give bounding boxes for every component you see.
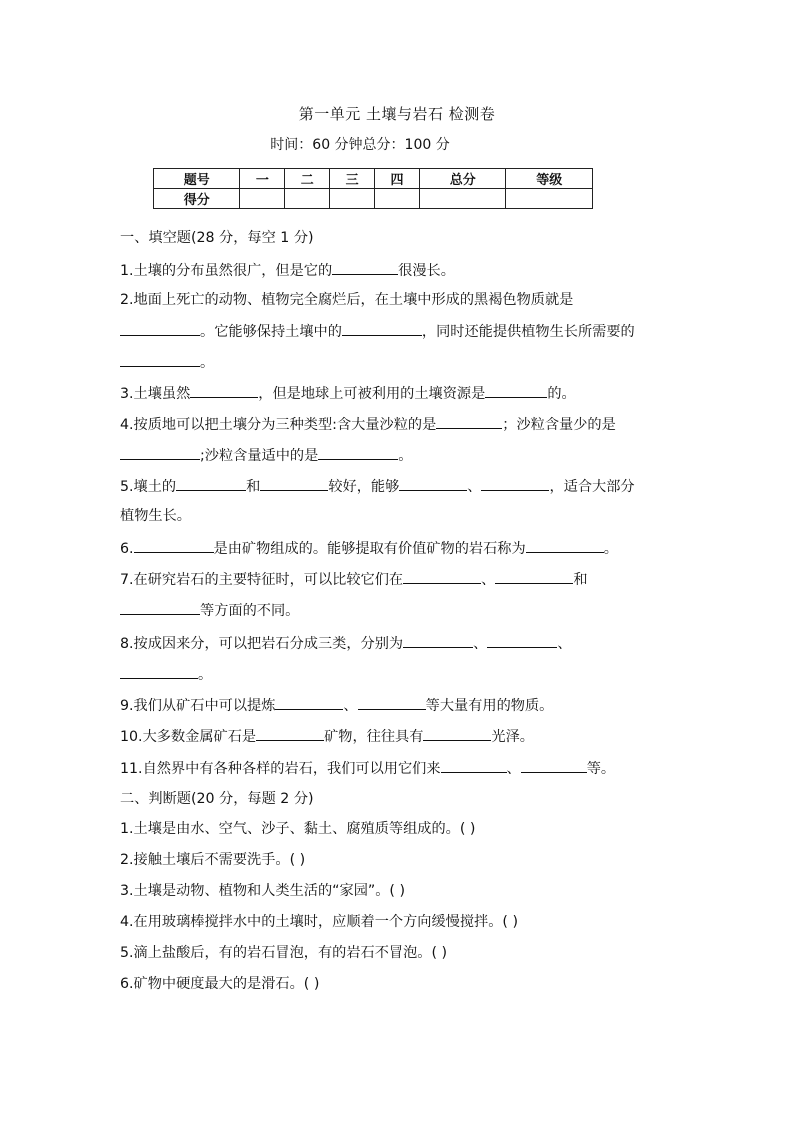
answer-blank[interactable] [399,475,467,491]
question-9 [120,694,553,716]
question-text: 9.我们从矿石中可以提炼 [120,698,276,714]
question-text: 光泽。 [491,729,534,745]
table-cell: 二 [285,169,330,189]
question-2-cont [120,320,635,342]
answer-blank[interactable] [332,259,398,275]
score-cell[interactable] [240,189,285,209]
question-text: ；沙粒含量少的是 [502,417,616,433]
question-2-cont [120,351,214,373]
question-text: 8.按成因来分，可以把岩石分成三类，分别为 [120,636,404,652]
answer-blank[interactable] [120,320,200,336]
question-5 [120,475,635,497]
question-text: 。 [200,355,215,371]
answer-blank[interactable] [134,537,214,553]
question-text: 、 [473,636,488,652]
answer-blank[interactable] [485,382,547,398]
table-cell: 得分 [154,189,240,209]
question-text: 、 [481,572,496,588]
judgement-item: 4.在用玻璃棒搅拌水中的土壤时，应顺着一个方向缓慢搅拌。( ) [120,914,518,930]
score-table-header-row [154,169,593,189]
question-text: 和 [573,572,588,588]
answer-blank[interactable] [358,694,426,710]
question-2 [120,290,573,310]
judgement-item: 3.土壤是动物、植物和人类生活的“家园”。( ) [120,883,406,899]
question-4-cont [120,444,412,466]
question-text: 、 [467,479,482,495]
page-title: 第一单元 土壤与岩石 检测卷 [298,105,496,123]
judgement-item: 5.滴上盐酸后，有的岩石冒泡，有的岩石不冒泡。( ) [120,945,448,961]
question-text: 。 [603,541,618,557]
table-cell: 总分 [419,169,505,189]
question-text: 是由矿物组成的。能够提取有价值矿物的岩石称为 [213,541,526,557]
question-text: 较好，能够 [328,479,400,495]
question-text: 。它能够保持土壤中的 [200,324,342,340]
question-text: 的。 [547,386,576,402]
question-text: 2.地面上死亡的动物、植物完全腐烂后，在土壤中形成的黑褐色物质就是 [120,292,574,308]
section-heading-fill-blank: 一、填空题(28 分，每空 1 分) [120,230,314,246]
question-1 [120,259,455,281]
question-8-cont [120,663,212,685]
judgement-item: 6.矿物中硬度最大的是滑石。( ) [120,976,320,992]
answer-blank[interactable] [256,725,324,741]
score-table [153,168,593,209]
score-cell[interactable] [285,189,330,209]
question-3 [120,382,576,404]
question-8 [120,632,572,654]
question-text: 7.在研究岩石的主要特征时，可以比较它们在 [120,572,404,588]
question-text: ;沙粒含量适中的是 [200,448,319,464]
question-text: 。 [198,667,213,683]
section-heading-true-false: 二、判断题(20 分，每题 2 分) [120,791,314,807]
question-text: 5.壤土的 [120,479,177,495]
answer-blank[interactable] [120,663,198,679]
score-cell[interactable] [330,189,375,209]
question-text: 。 [398,448,413,464]
judgement-item: 2.接触土壤后不需要洗手。( ) [120,852,306,868]
judgement-item: 1.土壤是由水、空气、沙子、黏土、腐殖质等组成的。( ) [120,821,476,837]
question-text: 等方面的不同。 [200,603,300,619]
question-text: 6. [120,541,134,557]
answer-blank[interactable] [260,475,328,491]
question-text: 、 [557,636,572,652]
score-cell[interactable] [506,189,593,209]
question-text: 植物生长。 [120,508,191,524]
score-cell[interactable] [419,189,505,209]
answer-blank[interactable] [275,694,343,710]
answer-blank[interactable] [521,757,587,773]
answer-blank[interactable] [481,475,549,491]
answer-blank[interactable] [495,568,573,584]
table-cell: 题号 [154,169,240,189]
question-text: 矿物，往往具有 [324,729,424,745]
answer-blank[interactable] [120,599,200,615]
question-7-cont [120,599,299,621]
question-5-cont [120,506,191,526]
question-text: 3.土壤虽然 [120,386,191,402]
answer-blank[interactable] [120,351,200,367]
answer-blank[interactable] [436,413,502,429]
question-11 [120,757,615,779]
question-text: 11.自然界中有各种各样的岩石，我们可以用它们来 [120,761,441,777]
exam-time-and-score: 时间：60 分钟总分：100 分 [270,137,450,153]
table-cell: 一 [240,169,285,189]
question-text: 10.大多数金属矿石是 [120,729,257,745]
question-text: ，同时还能提供植物生长所需要的 [421,324,635,340]
question-text: 很漫长。 [398,263,455,279]
score-cell[interactable] [375,189,420,209]
answer-blank[interactable] [342,320,422,336]
question-7 [120,568,588,590]
score-table-score-row [154,189,593,209]
answer-blank[interactable] [318,444,398,460]
question-text: ，适合大部分 [549,479,635,495]
question-text: 等。 [586,761,616,777]
question-text: 4.按质地可以把土壤分为三种类型:含大量沙粒的是 [120,417,437,433]
question-text: ，但是地球上可被利用的土壤资源是 [258,386,486,402]
question-6 [120,537,618,559]
answer-blank[interactable] [526,537,604,553]
question-text: 、 [506,761,521,777]
question-4 [120,413,616,435]
table-cell: 四 [375,169,420,189]
table-cell: 等级 [506,169,593,189]
table-cell: 三 [330,169,375,189]
answer-blank[interactable] [487,632,557,648]
answer-blank[interactable] [403,632,473,648]
answer-blank[interactable] [190,382,258,398]
answer-blank[interactable] [423,725,491,741]
answer-blank[interactable] [120,444,200,460]
answer-blank[interactable] [441,757,507,773]
question-text: 等大量有用的物质。 [425,698,554,714]
question-text: 、 [343,698,358,714]
answer-blank[interactable] [403,568,481,584]
question-text: 1.土壤的分布虽然很广，但是它的 [120,263,333,279]
question-10 [120,725,534,747]
answer-blank[interactable] [176,475,246,491]
question-text: 和 [246,479,261,495]
